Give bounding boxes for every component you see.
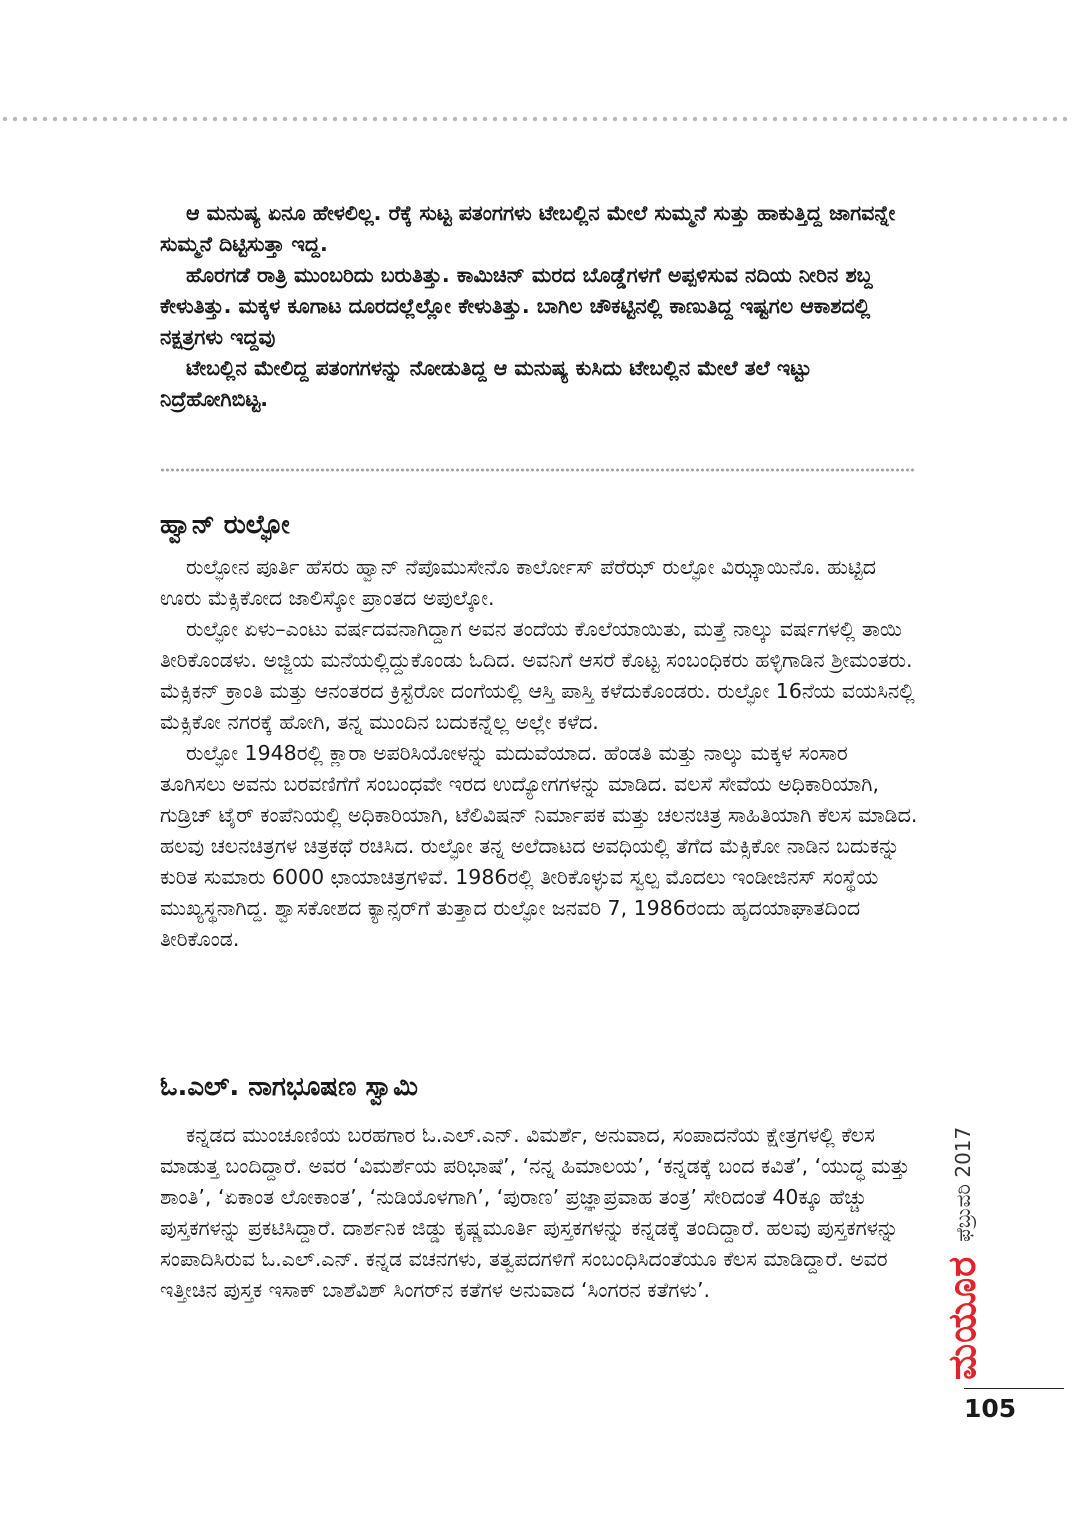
bio-paragraph: ಕನ್ನಡದ ಮುಂಚೂಣಿಯ ಬರಹಗಾರ ಓ.ಎಲ್.ಎನ್. ವಿಮರ್ಶೆ, ಅನುವಾದ, ಸಂಪಾದನೆಯ ಕ್ಷೇತ್ರಗಳಲ್ಲಿ ಕೆಲಸ ಮಾಡುತ್ತ ಬಂದಿದ್ದಾರೆ. ಅವರ ‘ವಿಮರ್ಶೆಯ ಪರಿಭಾಷೆ’, ‘ನನ್ನ ಹಿಮಾಲಯ’, ‘ಕನ್ನಡಕ್ಕೆ ಬಂದ ಕವಿತೆ’, ‘ಯುದ್ಧ ಮತ್ತು ಶಾಂತಿ’, ‘ಏಕಾಂತ ಲೋಕಾಂತ’, ‘ನುಡಿಯೊಳಗಾಗಿ’, ‘ಪುರಾಣ’ ಪ್ರಜ್ಞಾಪ್ರವಾಹ ತಂತ್ರ’ ಸೇರಿದಂತೆ 40ಕ್ಕೂ ಹೆಚ್ಚು ಪುಸ್ತಕಗಳನ್ನು ಪ್ರಕಟಿಸಿದ್ದಾರೆ. ದಾರ್ಶನಿಕ ಜಿಡ್ಡು ಕೃಷ್ಣಮೂರ್ತಿ ಪುಸ್ತಕಗಳನ್ನು ಕನ್ನಡಕ್ಕೆ ತಂದಿದ್ದಾರೆ. ಹಲವು ಪುಸ್ತಕಗಳನ್ನು ಸಂಪಾದಿಸಿರುವ ಓ.ಎಲ್.ಎನ್. ಕನ್ನಡ ವಚನಗಳು, ತತ್ವಪದಗಳಿಗೆ ಸಂಬಂಧಿಸಿದಂತೆಯೂ ಕೆಲಸ ಮಾಡಿದ್ದಾರೆ. ಅವರ ಇತ್ತೀಚಿನ ಪುಸ್ತಕ ಇಸಾಕ್ ಬಾಶೆವಿಶ್ ಸಿಂಗರ್‌ನ ಕತೆಗಳ ಅನುವಾದ ‘ಸಿಂಗರನ ಕತೆಗಳು’. [160,1123,910,1302]
page-number: 105 [964,1394,1017,1423]
section-separator [160,468,914,472]
page-number-rule [964,1388,1064,1389]
issue-date: ಫೆಬ್ರುವರಿ 2017 [950,1126,975,1242]
story-paragraph: ಹೊರಗಡೆ ರಾತ್ರಿ ಮುಂಬರಿದು ಬರುತಿತ್ತು. ಕಾಮಿಚಿನ್ ಮರದ ಬೊಡ್ಡೆಗಳಗೆ ಅಪ್ಪಳಿಸುವ ನದಿಯ ನೀರಿನ ಶಬ್ದ ಕೇಳುತಿತ್ತು. ಮಕ್ಕಳ ಕೂಗಾಟ ದೂರದಲ್ಲೆಲ್ಲೋ ಕೇಳುತಿತ್ತು. ಬಾಗಿಲ ಚೌಕಟ್ಟಿನಲ್ಲಿ ಕಾಣುತಿದ್ದ ಇಷ್ಟಗಲ ಆಕಾಶದಲ್ಲಿ ನಕ್ಷತ್ರಗಳು ಇದ್ದವು [160,263,873,349]
bio-paragraph: ರುಲ್ಫೋ ಏಳು–ಎಂಟು ವರ್ಷದವನಾಗಿದ್ದಾಗ ಅವನ ತಂದೆಯ ಕೊಲೆಯಾಯಿತು, ಮತ್ತೆ ನಾಲ್ಕು ವರ್ಷಗಳಲ್ಲಿ ತಾಯಿ ತೀರಿಕೊಂಡಳು. ಅಜ್ಜಿಯ ಮನೆಯಲ್ಲಿದ್ದುಕೊಂಡು ಓದಿದ. ಅವನಿಗೆ ಆಸರೆ ಕೊಟ್ಟ ಸಂಬಂಧಿಕರು ಹಳ್ಳಿಗಾಡಿನ ಶ್ರೀಮಂತರು. ಮೆಕ್ಸಿಕನ್ ಕ್ರಾಂತಿ ಮತ್ತು ಆನಂತರದ ಕ್ರಿಸ್ಟೆರೋ ದಂಗೆಯಲ್ಲಿ ಆಸ್ತಿ ಪಾಸ್ತಿ ಕಳೆದುಕೊಂಡರು. ರುಲ್ಫೋ 16ನೆಯ ವಯಸಿನಲ್ಲಿ ಮೆಕ್ಸಿಕೋ ನಗರಕ್ಕೆ ಹೋಗಿ, ತನ್ನ ಮುಂದಿನ ಬದುಕನ್ನೆಲ್ಲ ಅಲ್ಲೇ ಕಳೆದ. [160,617,915,734]
bio-paragraph: ರುಲ್ಫೋ 1948ರಲ್ಲಿ ಕ್ಲಾರಾ ಅಪರಿಸಿಯೋಳನ್ನು ಮದುವೆಯಾದ. ಹೆಂಡತಿ ಮತ್ತು ನಾಲ್ಕು ಮಕ್ಕಳ ಸಂಸಾರ ತೂಗಿಸಲು ಅವನು ಬರವಣಿಗೆಗೆ ಸಂಬಂಧವೇ ಇರದ ಉದ್ಯೋಗಗಳನ್ನು ಮಾಡಿದ. ವಲಸೆ ಸೇವೆಯ ಅಧಿಕಾರಿಯಾಗಿ, ಗುಡ್ರಿಚ್ ಟೈರ್ ಕಂಪೆನಿಯಲ್ಲಿ ಅಧಿಕಾರಿಯಾಗಿ, ಟೆಲಿವಿಷನ್ ನಿರ್ಮಾಪಕ ಮತ್ತು ಚಲನಚಿತ್ರ ಸಾಹಿತಿಯಾಗಿ ಕೆಲಸ ಮಾಡಿದ. ಹಲವು ಚಲನಚಿತ್ರಗಳ ಚಿತ್ರಕಥೆ ರಚಿಸಿದ. ರುಲ್ಫೋ ತನ್ನ ಅಲೆದಾಟದ ಅವಧಿಯಲ್ಲಿ ತೆಗೆದ ಮೆಕ್ಸಿಕೋ ನಾಡಿನ ಬದುಕನ್ನು ಕುರಿತ ಸುಮಾರು 6000 ಛಾಯಾಚಿತ್ರಗಳಿವೆ. 1986ರಲ್ಲಿ ತೀರಿಕೊಳ್ಳುವ ಸ್ವಲ್ಪ ಮೊದಲು ಇಂಡೀಜಿನಸ್ ಸಂಸ್ಥೆಯ ಮುಖ್ಯಸ್ಥನಾಗಿದ್ದ. ಶ್ವಾಸಕೋಶದ ಕ್ಯಾನ್ಸರ್‌ಗೆ ತುತ್ತಾದ ರುಲ್ಫೋ ಜನವರಿ 7, 1986ರಂದು ಹೃದಯಾಘಾತದಿಂದ ತೀರಿಕೊಂಡ. [160,741,918,951]
translator-bio [160,1070,920,1306]
top-dotted-rule [0,116,1072,122]
section-heading: ಓ.ಎಲ್. ನಾಗಭೂಷಣ ಸ್ವಾಮಿ [160,1072,418,1102]
story-paragraph: ಆ ಮನುಷ್ಯ ಏನೂ ಹೇಳಲಿಲ್ಲ. ರೆಕ್ಕೆ ಸುಟ್ಟ ಪತಂಗಗಳು ಟೇಬಲ್ಲಿನ ಮೇಲೆ ಸುಮ್ಮನೆ ಸುತ್ತು ಹಾಕುತ್ತಿದ್ದ ಜಾಗವನ್ನೇ ಸುಮ್ಮನೆ ದಿಟ್ಟಿಸುತ್ತಾ ಇದ್ದ. [160,201,896,256]
story-paragraph: ಟೇಬಲ್ಲಿನ ಮೇಲಿದ್ದ ಪತಂಗಗಳನ್ನು ನೋಡುತಿದ್ದ ಆ ಮನುಷ್ಯ ಕುಸಿದು ಟೇಬಲ್ಲಿನ ಮೇಲೆ ತಲೆ ಇಟ್ಟು ನಿದ್ರೆಹೋಗಿಬಿಟ್ಟ. [160,356,812,411]
section-heading: ಹ್ವಾನ್ ರುಲ್ಫೋ [160,510,290,540]
bio-paragraph: ರುಲ್ಫೋನ ಪೂರ್ತಿ ಹೆಸರು ಹ್ವಾನ್ ನೆಪೊಮುಸೇನೊ ಕಾರ್ಲೋಸ್ ಪೆರೆಝ್ ರುಲ್ಫೋ ವಿಝ್ಕಾಯಿನೊ. ಹುಟ್ಟಿದ ಊರು ಮೆಕ್ಸಿಕೋದ ಜಾಲಿಸ್ಕೋ ಪ್ರಾಂತದ ಅಪುಲ್ಕೋ. [160,555,876,610]
magazine-logo: ಮಯೂರ [940,1255,984,1380]
story-excerpt [160,198,920,415]
author-bio-rulfo [160,508,920,955]
magazine-sidebar [940,1127,985,1380]
